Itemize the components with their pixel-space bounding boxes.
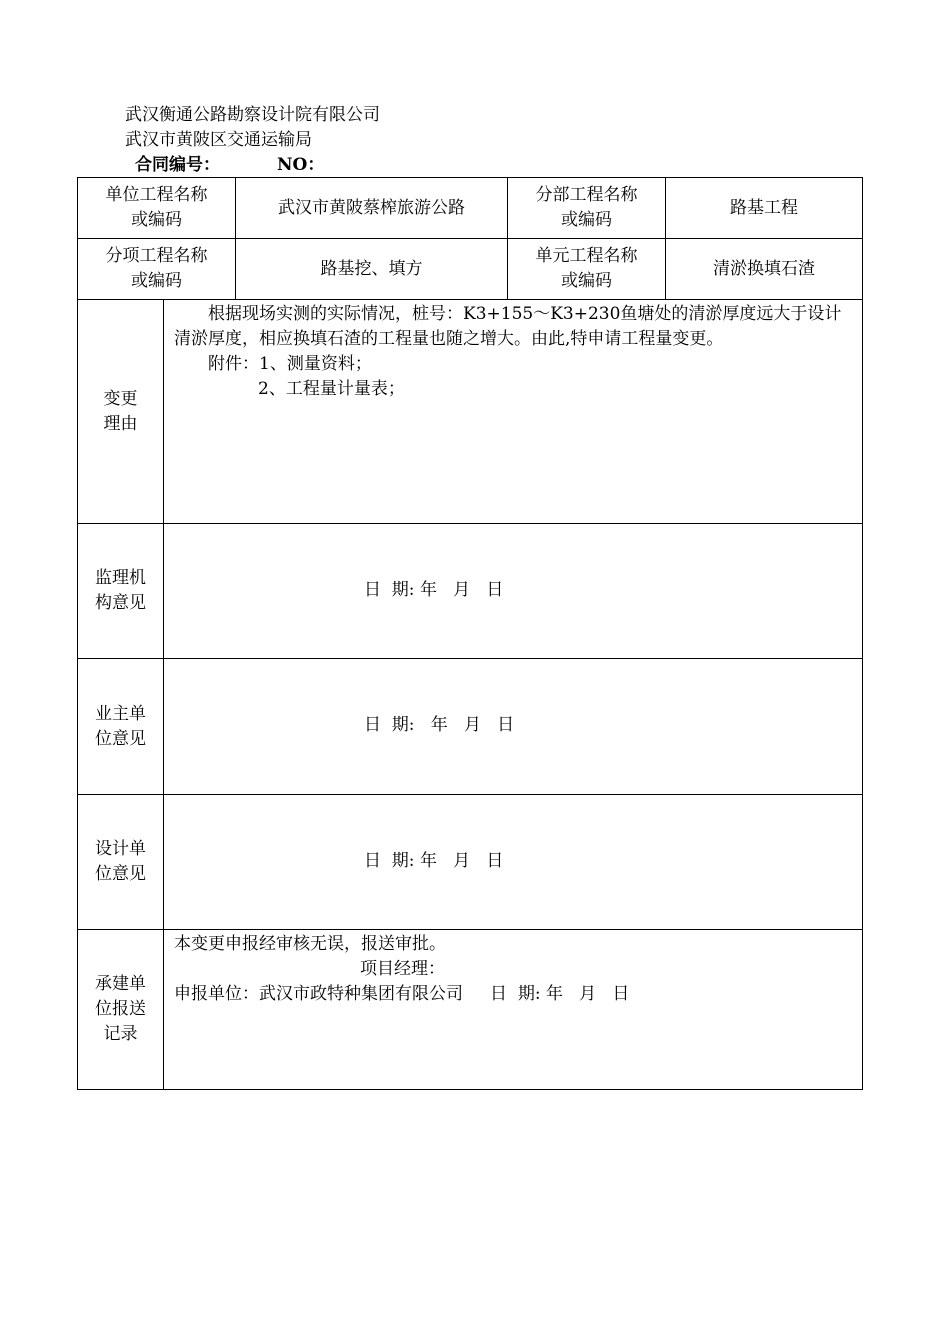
form-row-subitem <box>78 239 863 300</box>
form-row-design <box>78 795 863 930</box>
supervision-label: 监理机 构意见 <box>78 524 164 659</box>
reason-text: 根据现场实测的实际情况，桩号：K3+155～K3+230鱼塘处的清淤厚度远大于设计清淤厚度，相应换填石渣的工程量也随之增大。由此,特申请工程量变更。 <box>174 304 842 349</box>
form-row-unit <box>78 178 863 239</box>
form-row-supervision <box>78 524 863 659</box>
design-opinion <box>164 795 863 930</box>
design-label: 设计单 位意见 <box>78 795 164 930</box>
reason-label: 变更 理由 <box>78 300 164 524</box>
element-label: 单元工程名称 或编码 <box>508 239 666 300</box>
unit-project-value: 武汉市黄陂蔡榨旅游公路 <box>236 178 508 239</box>
header-authority-line: 武汉市黄陂区交通运输局 <box>125 130 312 150</box>
form-row-owner <box>78 659 863 795</box>
unit-project-label: 单位工程名称 或编码 <box>78 178 236 239</box>
supervision-opinion <box>164 524 863 659</box>
form-row-reason <box>78 300 863 524</box>
subitem-value: 路基挖、填方 <box>236 239 508 300</box>
project-manager-label: 项目经理： <box>360 959 445 979</box>
contractor-record <box>164 930 863 1090</box>
reason-content <box>164 300 863 524</box>
contractor-label: 承建单 位报送 记录 <box>78 930 164 1090</box>
applicant-line: 申报单位：武汉市政特种集团有限公司 日 期: 年 月 日 <box>174 984 630 1004</box>
no-label: NO： <box>277 155 325 175</box>
contract-number-label: 合同编号： <box>135 155 220 175</box>
division-label: 分部工程名称 或编码 <box>508 178 666 239</box>
form-row-contractor <box>78 930 863 1090</box>
contractor-statement: 本变更申报经审核无误，报送审批。 <box>174 934 446 954</box>
attachment-2: 2、工程量计量表； <box>258 379 405 399</box>
element-value: 清淤换填石渣 <box>666 239 863 300</box>
owner-label: 业主单 位意见 <box>78 659 164 795</box>
header-company-line: 武汉衡通公路勘察设计院有限公司 <box>125 105 380 125</box>
owner-opinion <box>164 659 863 795</box>
owner-date: 日 期: 年 月 日 <box>364 715 515 735</box>
division-value: 路基工程 <box>666 178 863 239</box>
supervision-date: 日 期: 年 月 日 <box>364 580 504 600</box>
attachment-1: 附件：1、测量资料； <box>208 354 372 374</box>
change-request-form <box>77 177 863 1090</box>
subitem-label: 分项工程名称 或编码 <box>78 239 236 300</box>
design-date: 日 期: 年 月 日 <box>364 851 504 871</box>
